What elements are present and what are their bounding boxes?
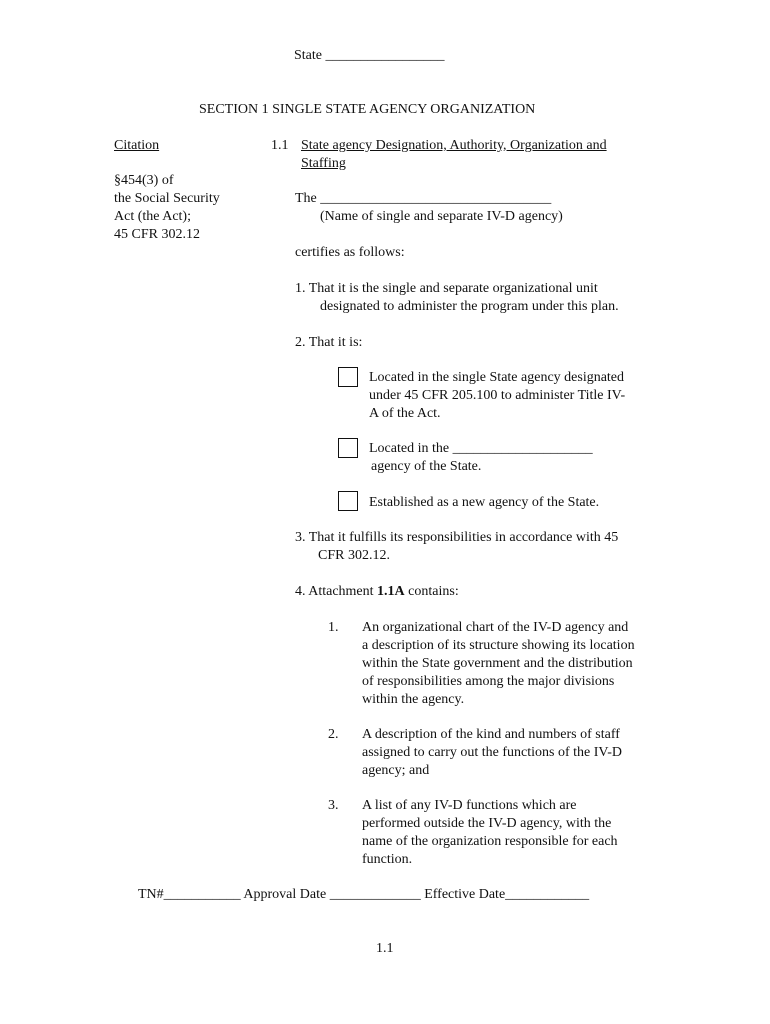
option-3-text: Established as a new agency of the State. — [369, 495, 600, 510]
checkbox-located-in-agency[interactable] — [338, 438, 358, 458]
point-3-cont: CFR 302.12. — [318, 548, 390, 563]
page-number: 1.1 — [376, 941, 394, 956]
citation-line: the Social Security — [114, 191, 220, 206]
citation-line: 45 CFR 302.12 — [114, 227, 200, 242]
attachment-item-text: A list of any IV-D functions which are — [362, 798, 577, 813]
attachment-item-number: 3. — [328, 798, 339, 813]
attachment-item-text: of responsibilities among the major divisions — [362, 674, 615, 689]
checkbox-new-agency[interactable] — [338, 491, 358, 511]
attachment-item-text: name of the organization responsible for each — [362, 834, 618, 849]
certifies-text: certifies as follows: — [295, 245, 405, 260]
point-3: 3. That it fulfills its responsibilities in accordance with 45 — [295, 530, 619, 545]
attachment-item-number: 2. — [328, 727, 339, 742]
attachment-item-text: within the agency. — [362, 692, 465, 707]
option-2-text: agency of the State. — [371, 459, 482, 474]
citation-line: §454(3) of — [114, 173, 174, 188]
attachment-item-text: performed outside the IV-D agency, with the — [362, 816, 612, 831]
item-number: 1.1 — [271, 138, 289, 153]
option-2-text: Located in the ____________________ — [369, 441, 593, 456]
option-1-text: A of the Act. — [369, 406, 441, 421]
point-4: 4. Attachment 1.1A contains: — [295, 584, 459, 599]
item-title: Staffing — [301, 156, 346, 171]
attachment-item-text: a description of its structure showing its location — [362, 638, 635, 653]
item-title: State agency Designation, Authority, Organization and — [301, 138, 607, 153]
agency-name-caption: (Name of single and separate IV-D agency) — [320, 209, 563, 224]
point-1-cont: designated to administer the program under this plan. — [320, 299, 619, 314]
point-1: 1. That it is the single and separate organizational unit — [295, 281, 598, 296]
attachment-item-text: assigned to carry out the functions of the IV-D — [362, 745, 622, 760]
attachment-item-text: within the State government and the distribution — [362, 656, 633, 671]
attachment-item-text: function. — [362, 852, 413, 867]
attachment-item-text: agency; and — [362, 763, 430, 778]
attachment-item-number: 1. — [328, 620, 339, 635]
attachment-ref: 1.1A — [377, 584, 405, 599]
section-title: SECTION 1 SINGLE STATE AGENCY ORGANIZATION — [199, 102, 536, 117]
option-1-text: under 45 CFR 205.100 to administer Title IV- — [369, 388, 626, 403]
option-1-text: Located in the single State agency designated — [369, 370, 625, 385]
attachment-item-text: A description of the kind and numbers of staff — [362, 727, 620, 742]
state-line: State _________________ — [294, 48, 445, 63]
point-2: 2. That it is: — [295, 335, 363, 350]
citation-heading: Citation — [114, 138, 160, 153]
footer-approval-line: TN#___________ Approval Date _____________ Effective Date____________ — [138, 887, 590, 902]
attachment-item-text: An organizational chart of the IV-D agency and — [362, 620, 629, 635]
agency-name-line: The _________________________________ — [295, 191, 552, 206]
checkbox-single-state-agency[interactable] — [338, 367, 358, 387]
citation-line: Act (the Act); — [114, 209, 191, 224]
